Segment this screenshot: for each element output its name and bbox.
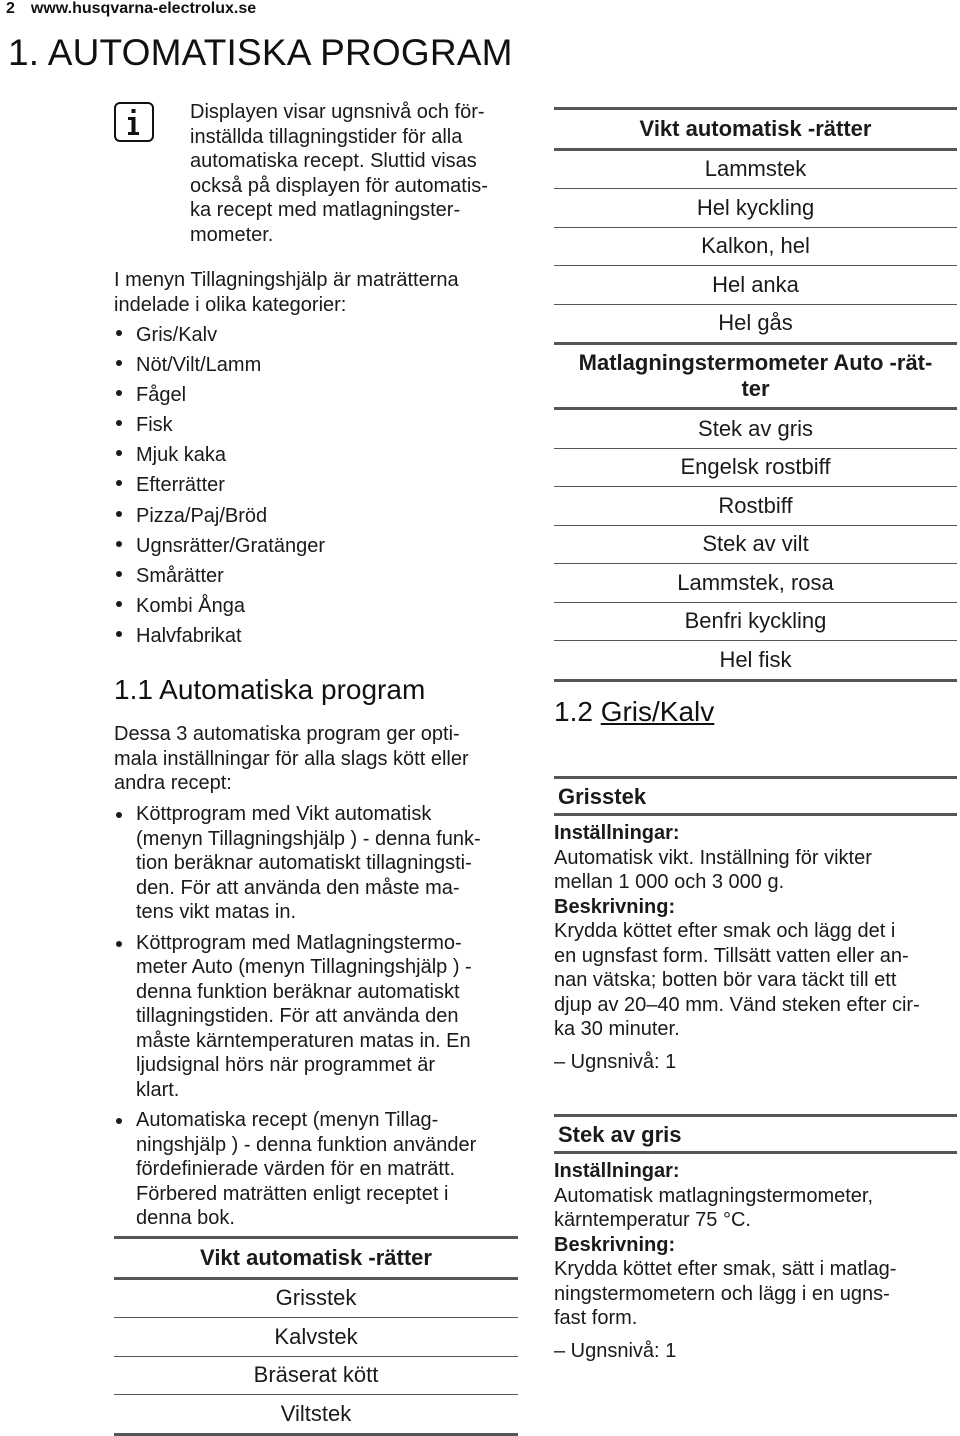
table-cell: Hel kyckling <box>554 189 957 228</box>
item-line: tens vikt matas in. <box>136 901 297 923</box>
info-line: Displayen visar ugnsnivå och för- <box>190 101 485 123</box>
info-icon <box>114 102 154 142</box>
description-line: en ugnsfast form. Tillsätt vatten eller an- <box>554 944 909 967</box>
description-line: Krydda köttet efter smak och lägg det i <box>554 920 896 942</box>
item-line: ljudsignal hörs när programmet är <box>136 1054 436 1076</box>
table-cell: Viltstek <box>114 1395 518 1435</box>
intro-paragraph <box>114 268 514 317</box>
paragraph-line: mala inställningar för alla slags kött eller <box>114 747 469 770</box>
item-line: tillagningstiden. För att använda den <box>136 1005 459 1027</box>
item-line: Förbered maträtten enligt receptet i <box>136 1182 449 1205</box>
program-header: Grisstek <box>554 776 957 816</box>
shelf-level: – Ugnsnivå: 1 <box>554 1050 677 1073</box>
website-link[interactable]: www.husqvarna-electrolux.se <box>30 0 257 17</box>
auto-program-list <box>114 802 519 1237</box>
intro-line: indelade i olika kategorier: <box>114 293 347 316</box>
list-item: Kombi Ånga <box>114 591 325 621</box>
table-cell: Grisstek <box>114 1278 518 1318</box>
item-line: måste kärntemperaturen matas in. En <box>136 1029 471 1052</box>
item-line: denna funktion beräknar automatiskt <box>136 980 460 1003</box>
item-line: klart. <box>136 1078 180 1101</box>
list-item: Smårätter <box>114 561 325 591</box>
section-title-1-2 <box>554 696 714 728</box>
header-line: ter <box>741 376 770 401</box>
table-cell: Rostbiff <box>554 487 957 526</box>
list-item <box>114 1108 519 1231</box>
category-list <box>114 320 325 651</box>
list-item: Nöt/Vilt/Lamm <box>114 350 325 380</box>
program-header: Stek av gris <box>554 1114 957 1154</box>
list-item <box>114 802 519 925</box>
item-line: (menyn Tillagningshjälp ) - denna funk- <box>136 827 481 850</box>
settings-line: Automatisk vikt. Inställning för vikter <box>554 846 872 869</box>
item-line: den. För att använda den måste ma- <box>136 876 460 899</box>
table-cell: Benfri kyckling <box>554 602 957 641</box>
list-item: Mjuk kaka <box>114 440 325 470</box>
intro-line: I menyn Tillagningshjälp är maträtterna <box>114 269 459 291</box>
item-line: Köttprogram med Matlagningstermo- <box>136 931 462 954</box>
list-item: Efterrätter <box>114 470 325 500</box>
settings-label: Inställningar: <box>554 822 680 844</box>
table-cell: Kalkon, hel <box>554 227 957 266</box>
description-line: ka 30 minuter. <box>554 1018 680 1040</box>
info-line: inställda tillagningstider för alla <box>190 125 463 148</box>
paragraph-line: andra recept: <box>114 772 232 794</box>
description-label: Beskrivning: <box>554 1233 676 1256</box>
chapter-title: 1. AUTOMATISKA PROGRAM <box>8 32 513 73</box>
program-body <box>554 821 954 1074</box>
item-line: ningshjälp ) - denna funktion använder <box>136 1133 477 1156</box>
list-item: Fågel <box>114 380 325 410</box>
table-cell: Stek av gris <box>554 409 957 449</box>
table-cell: Hel fisk <box>554 641 957 681</box>
table-cell: Kalvstek <box>114 1318 518 1357</box>
description-line: djup av 20–40 mm. Vänd steken efter cir- <box>554 993 920 1016</box>
list-item: Halvfabrikat <box>114 621 325 651</box>
settings-line: Automatisk matlagningstermometer, <box>554 1184 874 1207</box>
item-line: Köttprogram med Vikt automatisk <box>136 803 432 825</box>
table-cell: Engelsk rostbiff <box>554 448 957 487</box>
description-line: nan vätska; botten bör vara täckt till ett <box>554 969 897 991</box>
section-number: 1.2 <box>554 696 601 727</box>
settings-line: kärntemperatur 75 °C. <box>554 1209 751 1231</box>
settings-line: mellan 1 000 och 3 000 g. <box>554 871 785 893</box>
info-line: också på displayen för automatis- <box>190 174 488 197</box>
weight-auto-table-right <box>554 107 957 682</box>
item-line: Automatiska recept (menyn Tillag- <box>136 1109 439 1131</box>
page-number: 2 <box>6 0 15 17</box>
list-item: Ugnsrätter/Gratänger <box>114 531 325 561</box>
table-cell: Stek av vilt <box>554 525 957 564</box>
program-body <box>554 1159 954 1363</box>
list-item <box>114 931 519 1103</box>
section-1-1-paragraph <box>114 722 519 796</box>
info-line: automatiska recept. Sluttid visas <box>190 150 477 172</box>
info-note <box>190 100 520 247</box>
description-line: ningstermometern och lägg i en ugns- <box>554 1282 890 1305</box>
description-label: Beskrivning: <box>554 895 676 918</box>
table-header: Vikt automatisk -rätter <box>554 109 957 150</box>
paragraph-line: Dessa 3 automatiska program ger opti- <box>114 723 460 745</box>
section-link[interactable]: Gris/Kalv <box>600 696 715 727</box>
table-cell: Lammstek, rosa <box>554 564 957 603</box>
list-item: Fisk <box>114 410 325 440</box>
table-cell: Hel gås <box>554 304 957 344</box>
header-line: Matlagningstermometer Auto -rät- <box>578 350 933 375</box>
description-line: fast form. <box>554 1307 638 1329</box>
item-line: denna bok. <box>136 1207 235 1229</box>
info-line: mometer. <box>190 223 274 246</box>
table-cell: Bräserat kött <box>114 1356 518 1395</box>
description-line: Krydda köttet efter smak, sätt i matlag- <box>554 1258 897 1280</box>
settings-label: Inställningar: <box>554 1160 680 1182</box>
list-item: Pizza/Paj/Bröd <box>114 501 325 531</box>
info-line: ka recept med matlagningster- <box>190 199 461 221</box>
item-line: tion beräknar automatiskt tillagningsti- <box>136 852 472 874</box>
table-header: Vikt automatisk -rätter <box>114 1238 518 1279</box>
table-header-thermometer <box>554 344 957 409</box>
list-item: Gris/Kalv <box>114 320 325 350</box>
weight-auto-table-left <box>114 1236 518 1436</box>
item-line: meter Auto (menyn Tillagningshjälp ) - <box>136 956 472 978</box>
table-cell: Hel anka <box>554 266 957 305</box>
table-cell: Lammstek <box>554 149 957 189</box>
page-header <box>6 0 256 18</box>
section-title-1-1: 1.1 Automatiska program <box>114 674 426 705</box>
item-line: fördefinierade värden för en maträtt. <box>136 1158 456 1180</box>
shelf-level: – Ugnsnivå: 1 <box>554 1339 677 1362</box>
